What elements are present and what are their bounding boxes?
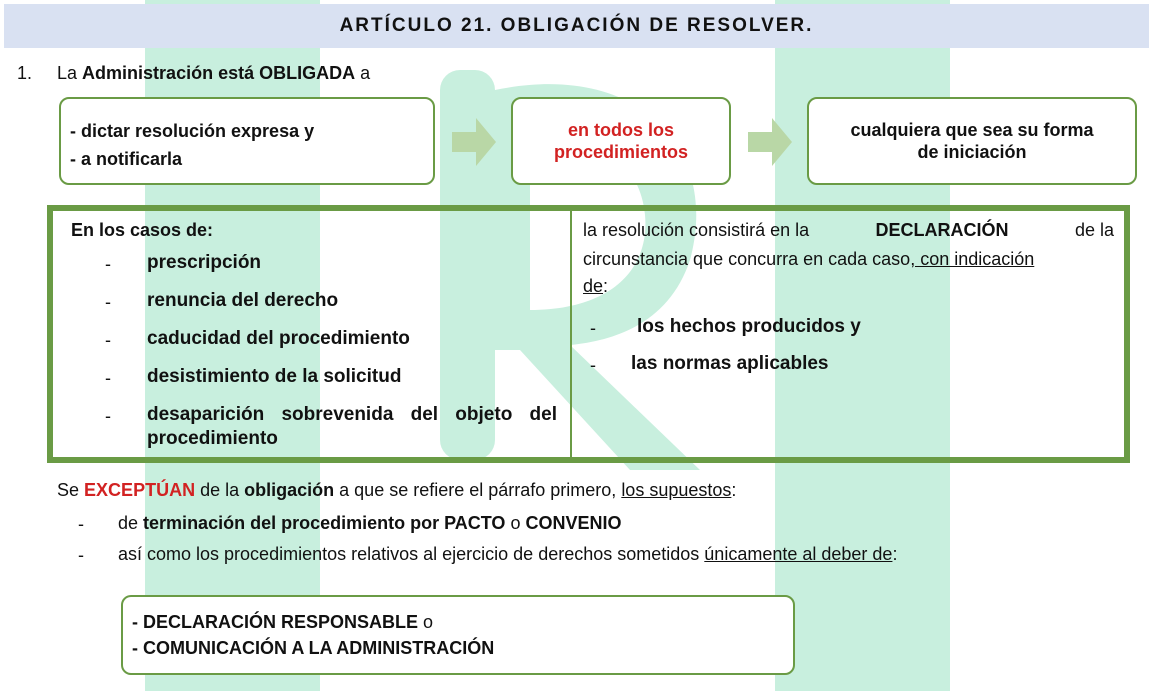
resolution-item: las normas aplicables [631, 353, 829, 374]
case-dash: - [105, 368, 111, 388]
exceptions-bold: obligación [244, 480, 335, 500]
final-box-line1 [132, 609, 793, 635]
resolution-dash: - [590, 318, 596, 338]
case-dash: - [105, 292, 111, 312]
exceptions-bold: CONVENIO [525, 513, 622, 533]
cases-heading: En los casos de: [71, 220, 214, 240]
exceptions-bold: terminación del procedimiento por PACTO [143, 513, 506, 533]
flow-box2-line2: procedimientos [553, 142, 689, 162]
case-dash: - [105, 406, 111, 426]
case-item: renuncia del derecho [147, 290, 339, 311]
final-box-line2: - COMUNICACIÓN A LA ADMINISTRACIÓN [132, 638, 495, 658]
case-dash: - [105, 330, 111, 350]
case-item: desistimiento de la solicitud [147, 366, 402, 387]
item1-sentence [57, 63, 370, 84]
resolution-text: circunstancia que concurra en cada caso [583, 249, 911, 269]
resolution-line3 [583, 276, 608, 297]
item1-bold2: OBLIGADA [259, 63, 356, 83]
exception-dash: - [78, 514, 84, 534]
final-box-text: o [423, 612, 434, 632]
exceptions-text: a que se refiere el párrafo primero, [339, 480, 617, 500]
resolution-text: la resolución consistirá en la [583, 220, 810, 240]
flow-box-obligations [59, 97, 435, 185]
flow-box2-line1: en todos los [567, 120, 674, 140]
flow-box-all-procedures [511, 97, 731, 185]
flow-box3-line2: de iniciación [917, 142, 1027, 162]
exception-item-2 [118, 544, 897, 565]
case-item: prescripción [147, 252, 262, 273]
exceptions-text: : [731, 480, 737, 500]
resolution-line2 [583, 249, 1034, 270]
exceptions-keyword: EXCEPTÚAN [84, 480, 196, 500]
flow-box3-line1: cualquiera que sea su forma [850, 120, 1094, 140]
final-box-bold: - DECLARACIÓN RESPONSABLE [132, 612, 419, 632]
item1-prefix: La [57, 63, 78, 83]
cases-table-divider [570, 211, 572, 457]
case-item: desaparición sobrevenida del objeto del [147, 404, 557, 425]
exceptions-text: así como los procedimientos relativos al ejercicio de derechos sometidos [118, 544, 700, 564]
exceptions-sentence [57, 480, 736, 501]
resolution-text: : [603, 276, 609, 296]
resolution-underlined: , con indicación [910, 249, 1035, 269]
case-dash: - [105, 254, 111, 274]
resolution-text: de la [1074, 220, 1114, 240]
resolution-line1 [583, 220, 1114, 241]
resolution-underlined: de [583, 276, 604, 296]
flow-box1-line1: - dictar resolución expresa y [70, 121, 315, 141]
exceptions-text: : [892, 544, 898, 564]
item1-bold1: Administración está [82, 63, 255, 83]
exceptions-text: de la [200, 480, 240, 500]
resolution-declaracion: DECLARACIÓN [875, 220, 1009, 240]
exceptions-text: de [118, 513, 139, 533]
exceptions-text: Se [57, 480, 80, 500]
exception-item-1 [118, 513, 622, 534]
exception-dash: - [78, 545, 84, 565]
item1-suffix: a [360, 63, 371, 83]
final-box [121, 595, 795, 675]
flow-box-initiation [807, 97, 1137, 185]
item-number: 1. [17, 63, 33, 83]
arrow-right-icon [748, 118, 792, 166]
resolution-item: los hechos producidos y [637, 316, 861, 337]
article-title-bar [4, 4, 1149, 48]
exceptions-underlined: los supuestos [621, 480, 732, 500]
exceptions-text: o [510, 513, 521, 533]
case-item: procedimiento [147, 428, 278, 449]
arrow-right-icon [452, 118, 496, 166]
article-title: ARTÍCULO 21. OBLIGACIÓN DE RESOLVER. [339, 15, 814, 36]
flow-box1-line2: - a notificarla [70, 149, 183, 169]
case-item: caducidad del procedimiento [147, 328, 410, 349]
exceptions-underlined: únicamente al deber de [704, 544, 893, 564]
resolution-dash: - [590, 355, 596, 375]
